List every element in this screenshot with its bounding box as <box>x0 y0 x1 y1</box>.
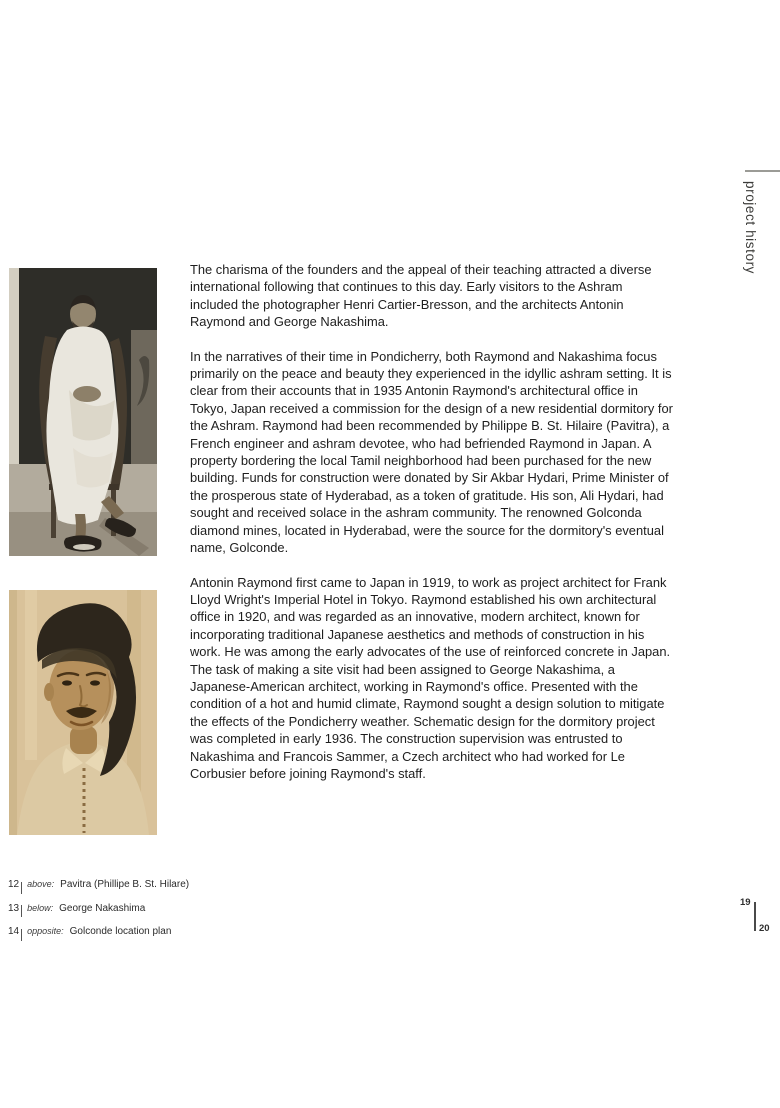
page-number-right: 20 <box>759 923 770 934</box>
caption-number: 12 <box>8 879 20 890</box>
caption-position: opposite: <box>27 926 64 936</box>
caption-number: 14 <box>8 926 20 937</box>
caption-13 <box>8 903 189 916</box>
page-numbers <box>737 894 779 944</box>
caption-14 <box>8 926 189 939</box>
section-label: project history <box>743 181 758 275</box>
page-number-divider <box>754 902 756 931</box>
caption-divider <box>21 905 22 917</box>
body-paragraph-2: In the narratives of their time in Pondicherry, both Raymond and Nakashima focus primarily on the peace and beauty they experienced in the idyllic ashram setting. It is clear from their accounts that in 1935 Antonin Raymond's architectural office in Tokyo, Japan received a commission for the design of a new residential dormitory for the Ashram. Raymond had been recommended by Philippe B. St. Hilaire (Pavitra), a French engineer and ashram devotee, who had befriended Raymond in Japan. A property bordering the local Tamil neighborhood had been purchased for the new building. Funds for construction were donated by Sir Akbar Hydari, Prime Minister of the prosperous state of Hyderabad, as a token of gratitude. His son, Ali Hydari, had sought and received solace in the ashram community. The renowned Golconda diamond mines, located in Hyderabad, were the source for the dormitory's eventual name, Golconde. <box>190 348 673 556</box>
caption-position: above: <box>27 879 55 889</box>
body-paragraph-3: Antonin Raymond first came to Japan in 1919, to work as project architect for Frank Lloyd Wright's Imperial Hotel in Tokyo. Raymond established his own architectural office in 1920, and was regarded as an innovative, modern architect, known for incorporating traditional Japanese aesthetics and methods of construction in his work. He was among the early advocates of the use of reinforced concrete in Japan. The task of making a site visit had been assigned to George Nakashima, a Japanese-American architect, working in Raymond's office. Presented with the condition of a hot and humid climate, Raymond sought a design solution to mitigate the effects of the Pondicherry weather. Schematic design for the dormitory project was completed in early 1936. The construction supervision was entrusted to Nakashima and Francois Sammer, a Czech architect who had worked for Le Corbusier before joining Raymond's staff. <box>190 574 671 781</box>
figure-captions <box>8 879 189 950</box>
photo-pavitra-illustration <box>9 268 157 556</box>
caption-divider <box>21 929 22 941</box>
section-rule-line <box>745 170 780 172</box>
caption-text: Pavitra (Phillipe B. St. Hilare) <box>60 879 190 890</box>
photo-nakashima-illustration <box>9 590 157 835</box>
caption-text: George Nakashima <box>59 902 146 914</box>
caption-divider <box>21 882 22 894</box>
article-text <box>190 261 674 782</box>
caption-12 <box>8 879 189 892</box>
photo-pavitra <box>9 268 157 556</box>
page-number-left: 19 <box>740 897 751 908</box>
photo-nakashima <box>9 590 157 835</box>
body-paragraph-1: The charisma of the founders and the appeal of their teaching attracted a diverse international following that continues to this day. Early visitors to the Ashram included the photographer Henri Cartier-Bresson, and the architects Antonin Raymond and George Nakashima. <box>190 262 652 330</box>
caption-number: 13 <box>8 902 20 914</box>
caption-position: below: <box>27 902 54 913</box>
caption-text: Golconde location plan <box>69 926 172 937</box>
